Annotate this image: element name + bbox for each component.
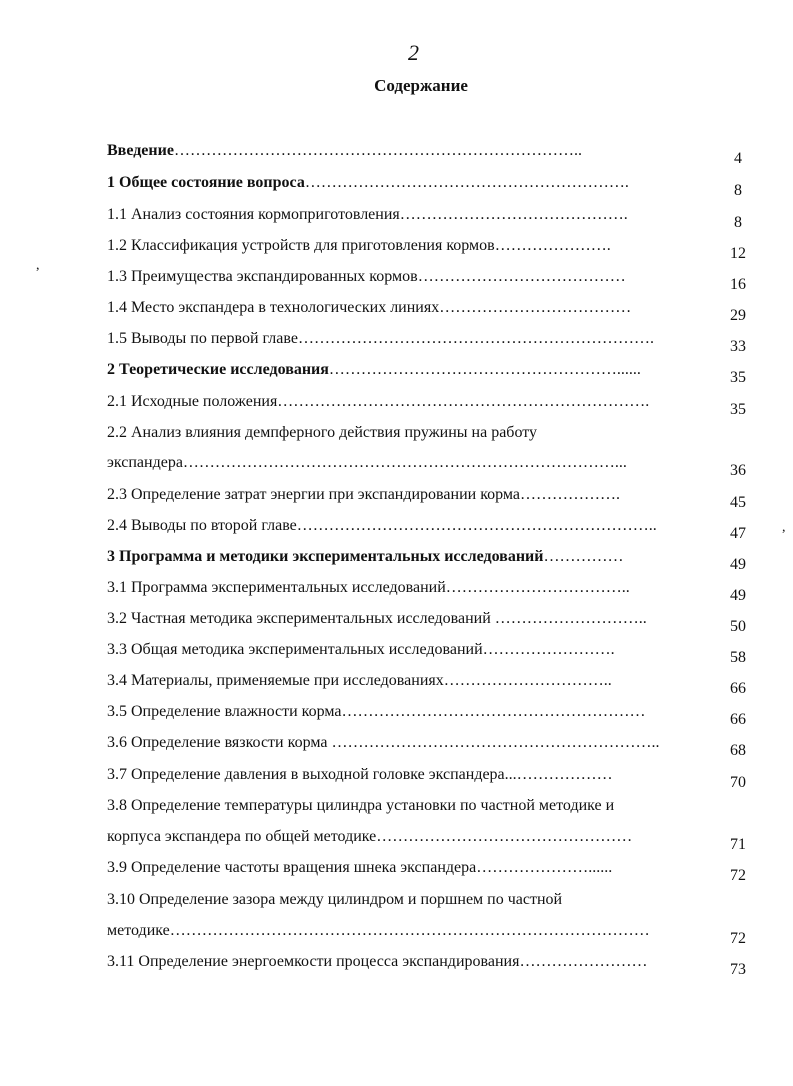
toc-entry-leader: …………………...... (476, 859, 613, 876)
toc-entry (107, 484, 700, 506)
toc-entry (107, 452, 700, 474)
toc-entry-title: 3.1 Программа экспериментальных исследований (107, 579, 446, 596)
toc-entry-page: 68 (730, 742, 746, 759)
scan-mark: , (36, 258, 40, 273)
toc-entry-leader: ………………. (520, 486, 621, 503)
toc-entry-leader: ………………………………………… (376, 828, 633, 845)
toc-entry-page: 16 (730, 276, 746, 293)
toc-entry-leader: ……………………………………………………. (304, 174, 629, 191)
toc-entry (107, 391, 700, 413)
toc-entry (107, 889, 700, 911)
toc-entry (107, 140, 700, 162)
toc-entry-title: 3 Программа и методики экспериментальных исследований (107, 548, 544, 565)
toc-entry-leader: ………………………………… (417, 268, 626, 285)
toc-entry (107, 204, 700, 226)
toc-entry-page: 66 (730, 711, 746, 728)
toc-entry-leader: ……………………. (482, 641, 615, 658)
toc-entry (107, 546, 700, 568)
page-title: Содержание (374, 76, 468, 95)
toc-entry-title: 1.5 Выводы по первой главе (107, 330, 298, 347)
toc-entry-title: 1 Общее состояние вопроса (107, 174, 305, 191)
toc-entry-title: 2 Теоретические исследования (107, 361, 329, 378)
toc-entry (107, 857, 700, 879)
toc-entry-page: 58 (730, 649, 746, 666)
toc-entry-page: 70 (730, 774, 746, 791)
toc-entry (107, 297, 700, 319)
toc-entry-leader: ……………………….. (494, 610, 647, 627)
toc-entry (107, 235, 700, 257)
toc-entry-title: методике (107, 922, 170, 939)
toc-entry-title: 3.7 Определение давления в выходной головке экспандера (107, 766, 505, 783)
toc-entry-title: 3.11 Определение энергоемкости процесса экспандирования (107, 953, 520, 970)
toc-entry (107, 920, 700, 942)
toc-entry-title: 2.2 Анализ влияния демпферного действия пружины на работу (107, 424, 538, 441)
toc-entry-page: 73 (730, 961, 746, 978)
toc-entry-page: 33 (730, 338, 746, 355)
toc-entry-title: 3.6 Определение вязкости корма (107, 734, 332, 751)
toc-entry-title: 3.5 Определение влажности корма (107, 703, 342, 720)
toc-entry-leader: …………………… (519, 953, 648, 970)
toc-entry (107, 732, 700, 754)
toc-entry-page: 4 (734, 150, 742, 167)
toc-entry (107, 172, 700, 194)
toc-entry (107, 328, 700, 350)
toc-entry-leader: …………… (543, 548, 624, 565)
toc-entry-title: корпуса экспандера по общей методике (107, 828, 377, 845)
toc-entry-title: 3.9 Определение частоты вращения шнека экспандера (107, 859, 477, 876)
toc-entry-leader: …………………………………………………………. (297, 330, 654, 347)
toc-entry (107, 422, 700, 444)
toc-entry-title: 3.3 Общая методика экспериментальных исследований (107, 641, 483, 658)
toc-entry-title: 2.1 Исходные положения (107, 393, 278, 410)
toc-entry-page: 8 (734, 214, 742, 231)
toc-entry (107, 577, 700, 599)
toc-entry-page: 47 (730, 525, 746, 542)
toc-entry (107, 515, 700, 537)
toc-entry-title: 3.2 Частная методика экспериментальных исследований (107, 610, 495, 627)
toc-entry-leader: ...……………… (504, 766, 613, 783)
toc-entry-page: 35 (730, 369, 746, 386)
toc-entry-title: 1.4 Место экспандера в технологических линиях (107, 299, 440, 316)
toc-entry (107, 826, 700, 848)
toc-entry-page: 8 (734, 182, 742, 199)
toc-entry-leader: ……………………………………………………………. (277, 393, 650, 410)
toc-entry-title: Введение (107, 142, 174, 159)
toc-entry-page: 49 (730, 556, 746, 573)
toc-entry-leader: ……………………………………. (399, 206, 628, 223)
toc-entry-leader: ………………………………………………………………………... (182, 454, 627, 471)
toc-entry-title: 2.4 Выводы по второй главе (107, 517, 297, 534)
toc-entry (107, 639, 700, 661)
toc-entry-page: 36 (730, 462, 746, 479)
page-number: 2 (408, 40, 419, 65)
toc-entry (107, 608, 700, 630)
toc-entry-page: 71 (730, 836, 746, 853)
toc-entry-page: 12 (730, 245, 746, 262)
toc-entry (107, 764, 700, 786)
toc-entry (107, 951, 700, 973)
toc-entry-title: 1.1 Анализ состояния кормоприготовления (107, 206, 400, 223)
toc-entry (107, 670, 700, 692)
toc-entry (107, 266, 700, 288)
toc-entry-page: 66 (730, 680, 746, 697)
toc-entry-page: 72 (730, 930, 746, 947)
toc-entry-title: 3.4 Материалы, применяемые при исследованиях (107, 672, 444, 689)
toc-entry-leader: ………………………………………………...... (328, 361, 641, 378)
toc-entry-leader: …………………………….. (445, 579, 630, 596)
toc-entry-leader: …………………. (494, 237, 611, 254)
toc-entry-page: 29 (730, 307, 746, 324)
toc-entry-leader: ………………………….. (443, 672, 612, 689)
toc-entry-title: 2.3 Определение затрат энергии при экспандировании корма (107, 486, 521, 503)
toc-entry-leader: ……………………………… (439, 299, 632, 316)
toc-entry-title: 3.8 Определение температуры цилиндра установки по частной методике и (107, 797, 615, 814)
toc-entry (107, 359, 700, 381)
toc-entry-title: экспандера (107, 454, 183, 471)
toc-entry-leader: ………………………………………………… (341, 703, 646, 720)
toc-entry-title: 1.3 Преимущества экспандированных кормов (107, 268, 418, 285)
toc-entry-page: 50 (730, 618, 746, 635)
toc-entry-page: 49 (730, 587, 746, 604)
toc-entry-title: 1.2 Классификация устройств для приготовления кормов (107, 237, 495, 254)
toc-entry-leader: …………………………………………………….. (331, 734, 660, 751)
toc-entry (107, 795, 700, 817)
scan-mark: , (782, 520, 786, 535)
toc-entry (107, 701, 700, 723)
toc-entry-page: 72 (730, 867, 746, 884)
toc-entry-page: 45 (730, 494, 746, 511)
toc-entry-leader: ………………………………………………………………….. (173, 142, 582, 159)
toc-entry-page: 35 (730, 401, 746, 418)
toc-entry-title: 3.10 Определение зазора между цилиндром и поршнем по частной (107, 891, 563, 908)
toc-entry-leader: ………………………………………………………….. (296, 517, 657, 534)
toc-entry-leader: ……………………………………………………………………………… (169, 922, 650, 939)
